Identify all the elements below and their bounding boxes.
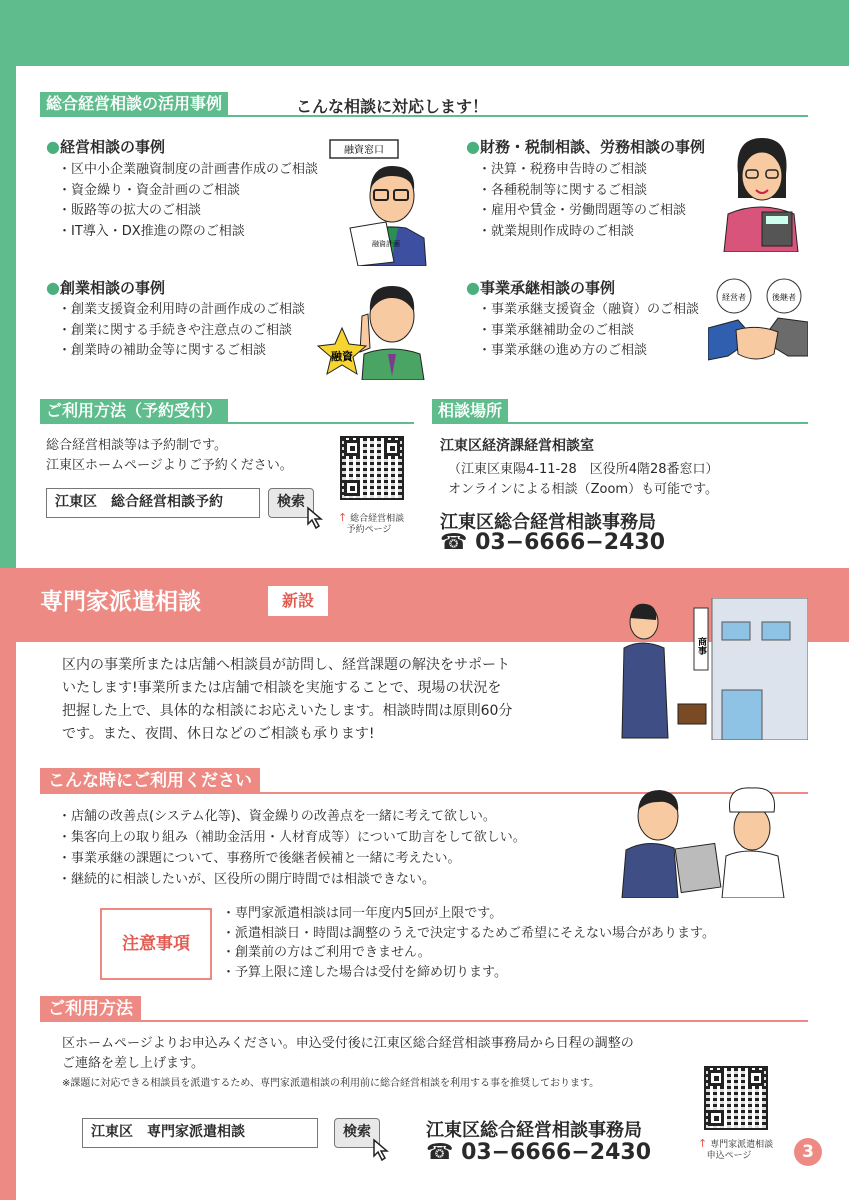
list-item: ・ 事業承継支援資金（融資）のご相談 <box>478 300 699 321</box>
accountant-illustration <box>720 134 802 252</box>
place-office-name: 江東区総合経営相談事務局 <box>440 512 656 533</box>
list-item: ・ 事業承継補助金のご相談 <box>478 321 699 342</box>
list-item: ・ 区中小企業融資制度の計画書作成のご相談 <box>58 160 318 181</box>
list-item: ・ 就業規則作成時のご相談 <box>478 222 686 243</box>
dispatch-qr-caption: ↑ 専門家派遣相談 申込ページ <box>698 1137 774 1161</box>
category-list-startup <box>58 300 305 362</box>
list-item: ・ 店舗の改善点(システム化等)、資金繰りの改善点を一緒に考えて欲しい。 <box>58 806 526 827</box>
office-visit-illustration <box>612 598 808 740</box>
dispatch-intro: 区内の事業所または店舗へ相談員が訪問し、経営課題の解決をサポート いたします!事業所または店舗で相談を実施することで、現場の状況を 把握した上で、具体的な相談にお応えいたします。相談時間は原則60分 です。また、夜間、休日などのご相談も承ります! <box>62 657 513 742</box>
list-item: ・ 各種税制等に関するご相談 <box>478 181 686 202</box>
reservation-search-input[interactable]: 江東区 総合経営相談予約 <box>46 488 260 518</box>
place-name: 江東区経済課経営相談室 <box>440 438 594 454</box>
bullet-dot-icon: ● <box>466 278 480 297</box>
category-title-finance: ●財務・税制相談、労務相談の事例 <box>466 137 705 156</box>
list-item: ・ 継続的に相談したいが、区役所の開庁時間では相談できない。 <box>58 869 526 890</box>
cases-subheader: こんな相談に対応します！ <box>296 97 489 116</box>
list-item: ・ 決算・税務申告時のご相談 <box>478 160 686 181</box>
list-item: ・ 事業承継の課題について、事務所で後継者候補と一緒に考えたい。 <box>58 848 526 869</box>
place-rule <box>432 422 808 424</box>
list-item: ・ 販路等の拡大のご相談 <box>58 201 318 222</box>
sign-text: 融資窓口 <box>344 145 384 156</box>
dispatch-qr-code[interactable] <box>704 1066 768 1130</box>
caution-list <box>222 904 715 982</box>
list-item: ・ 創業前の方はご利用できません。 <box>222 943 715 963</box>
cursor-arrow-icon <box>306 506 326 530</box>
place-phone: ☎ 03−6666−2430 <box>440 530 666 555</box>
category-list-finance <box>478 160 686 242</box>
when-header: こんな時にご利用ください <box>40 768 260 794</box>
place-address: （江東区東陽4-11-28 区役所4階28番窓口） <box>448 462 719 477</box>
list-item: ・ 予算上限に達した場合は受付を締め切ります。 <box>222 963 715 983</box>
list-item: ・ 創業支援資金利用時の計画作成のご相談 <box>58 300 305 321</box>
category-list-management <box>58 160 318 242</box>
list-item: ・ 事業承継の進め方のご相談 <box>478 341 699 362</box>
dispatch-office-name: 江東区総合経営相談事務局 <box>426 1120 642 1141</box>
handshake-illustration <box>708 278 808 378</box>
place-online: オンラインによる相談（Zoom）も可能です。 <box>448 482 719 497</box>
when-list <box>58 806 526 890</box>
page-number: 3 <box>794 1138 822 1166</box>
list-item: ・ 専門家派遣相談は同一年度内5回が上限です。 <box>222 904 715 924</box>
consultant-chef-illustration <box>618 780 788 898</box>
list-item: ・ 集客向上の取り組み（補助金活用・人材育成等）について助言をして欲しい。 <box>58 827 526 848</box>
usage-line1: 総合経営相談等は予約制です。 <box>46 438 227 453</box>
star-text: 融資 <box>331 350 353 363</box>
usage-header: ご利用方法（予約受付） <box>40 399 228 423</box>
building-sign-text: 商事 <box>696 637 706 655</box>
dispatch-usage-line2: ご連絡を差し上げます。 <box>62 1056 204 1071</box>
reservation-qr-caption: ↑ 総合経営相談 予約ページ <box>338 511 405 535</box>
list-item: ・ 創業に関する手続きや注意点のご相談 <box>58 321 305 342</box>
category-title-succession: ●事業承継相談の事例 <box>466 278 615 297</box>
category-title-management: ●経営相談の事例 <box>46 137 165 156</box>
up-arrow-icon: ↑ <box>698 1137 708 1150</box>
advisor-reading-illustration <box>328 138 428 266</box>
list-item: ・ 創業時の補助金等に関するご相談 <box>58 341 305 362</box>
new-badge: 新設 <box>268 586 328 616</box>
dispatch-usage-note: ※課題に対応できる相談員を派遣するため、専門家派遣相談の利用前に総合経営相談を利用する事を推奨しております。 <box>62 1078 600 1089</box>
cases-header: 総合経営相談の活用事例 <box>40 92 228 116</box>
caution-label: 注意事項 <box>100 908 212 980</box>
bullet-dot-icon: ● <box>46 278 60 297</box>
right-circle-text: 後継者 <box>772 293 796 302</box>
dispatch-usage-line1: 区ホームページよりお申込みください。申込受付後に江東区総合経営相談事務局から日程の調整の <box>62 1036 634 1051</box>
list-item: ・ 資金繰り・資金計画のご相談 <box>58 181 318 202</box>
dispatch-search-input[interactable]: 江東区 専門家派遣相談 <box>82 1118 318 1148</box>
dispatch-search-button[interactable]: 検索 <box>334 1118 380 1148</box>
usage-rule <box>40 422 414 424</box>
category-title-startup: ●創業相談の事例 <box>46 278 165 297</box>
left-circle-text: 経営者 <box>722 293 746 302</box>
dispatch-usage-header: ご利用方法 <box>40 996 141 1022</box>
category-list-succession <box>478 300 699 362</box>
up-arrow-icon: ↑ <box>338 511 348 524</box>
reservation-search-button[interactable]: 検索 <box>268 488 314 518</box>
reservation-qr-code[interactable] <box>340 436 404 500</box>
list-item: ・ IT導入・DX推進の際のご相談 <box>58 222 318 243</box>
list-item: ・ 雇用や賃金・労働問題等のご相談 <box>478 201 686 222</box>
list-item: ・ 派遣相談日・時間は調整のうえで決定するためご希望にそえない場合があります。 <box>222 924 715 944</box>
place-header: 相談場所 <box>432 399 508 423</box>
bullet-dot-icon: ● <box>46 137 60 156</box>
dispatch-phone: ☎ 03−6666−2430 <box>426 1140 652 1165</box>
dispatch-usage-rule <box>40 1020 808 1022</box>
usage-line2: 江東区ホームページよりご予約ください。 <box>46 458 293 473</box>
cursor-arrow-icon <box>372 1138 392 1162</box>
bullet-dot-icon: ● <box>466 137 480 156</box>
paper-text: 融資計画 <box>372 240 400 248</box>
dispatch-title: 専門家派遣相談 <box>40 589 201 615</box>
startup-advisor-illustration <box>306 276 426 380</box>
